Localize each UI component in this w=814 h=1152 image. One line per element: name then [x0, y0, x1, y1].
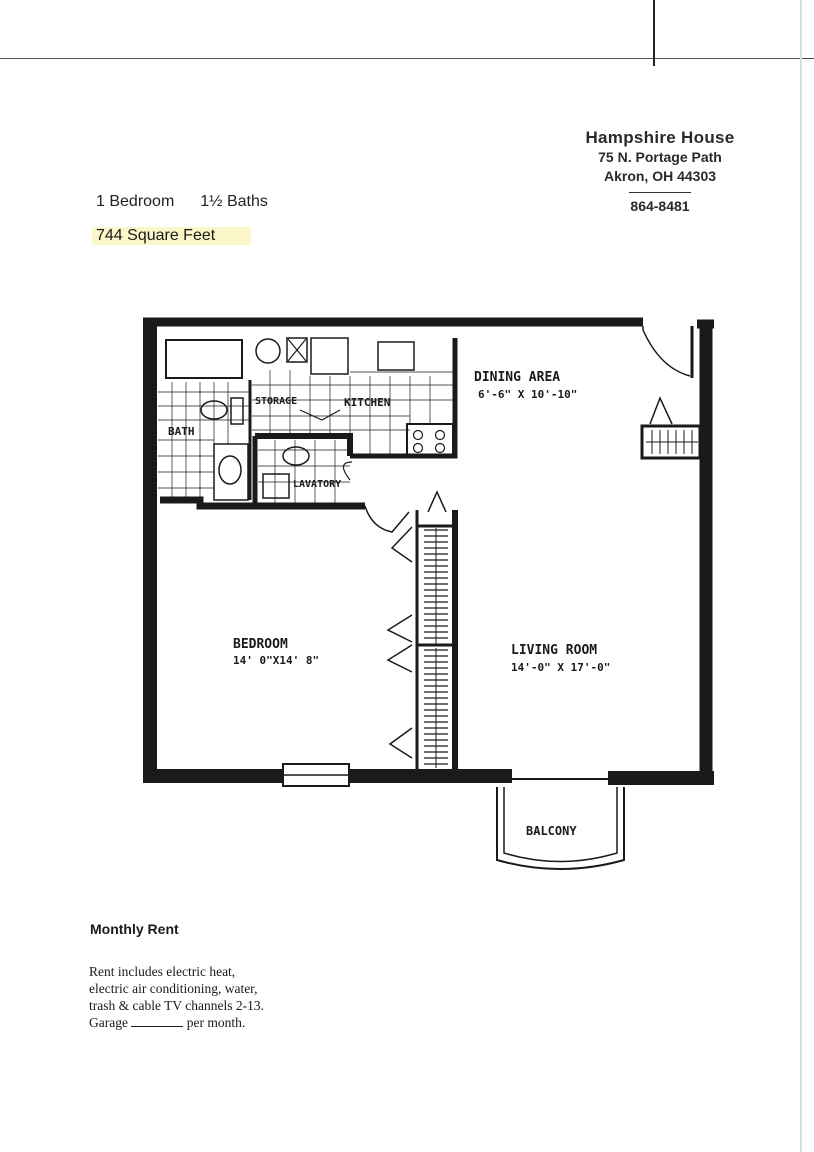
- bath-wall: [160, 500, 365, 506]
- bath-count: 1½ Baths: [200, 193, 268, 210]
- living-room-label: LIVING ROOM: [511, 643, 598, 658]
- dining-area-label: DINING AREA: [474, 370, 561, 385]
- closet-door-2: [388, 615, 412, 642]
- bedroom-door: [365, 506, 409, 532]
- closet-door-3: [388, 645, 412, 672]
- kitchen-range: [407, 424, 453, 457]
- bedroom-count: 1 Bedroom: [96, 193, 175, 210]
- entry-door: [643, 326, 690, 376]
- square-footage: 744 Square Feet: [92, 227, 251, 245]
- refrigerator: [311, 338, 348, 374]
- dining-area-dims: 6'-6" X 10'-10": [478, 388, 578, 401]
- property-address-city: Akron, OH 44303: [603, 168, 717, 184]
- rent-description: [89, 963, 329, 1031]
- rent-line-4: [89, 1014, 329, 1031]
- garage-label: Garage: [89, 1015, 128, 1030]
- bath-label: BATH: [168, 425, 195, 438]
- entry-closet-hangers: [646, 430, 698, 454]
- bedroom-dims: 14' 0"X14' 8": [233, 654, 320, 667]
- closet-door-4: [390, 728, 412, 758]
- garage-price-blank: [131, 1014, 183, 1027]
- tile-grid-kitchen: [252, 370, 455, 456]
- kitchen-label: KITCHEN: [344, 396, 391, 409]
- balcony-label: BALCONY: [526, 824, 577, 838]
- rent-line-2: electric air conditioning, water,: [89, 981, 258, 996]
- lavatory-label: LAVATORY: [293, 479, 342, 490]
- living-room-dims: 14'-0" X 17'-0": [511, 661, 611, 674]
- property-address-street: 75 N. Portage Path: [598, 149, 722, 165]
- closet-door-1: [392, 527, 412, 562]
- bathtub: [166, 340, 242, 378]
- lavatory-wall: [255, 436, 350, 456]
- storage-label: STORAGE: [255, 396, 298, 407]
- monthly-rent-title: Monthly Rent: [90, 921, 179, 937]
- property-phone: 864-8481: [630, 198, 690, 214]
- bedroom-label: BEDROOM: [233, 637, 288, 652]
- kitchen-sink: [378, 342, 414, 370]
- water-heater: [256, 339, 280, 363]
- property-name: Hampshire House: [585, 128, 735, 147]
- per-month-label: per month.: [186, 1015, 246, 1030]
- rent-line-3: trash & cable TV channels 2-13.: [89, 998, 264, 1013]
- rent-line-1: Rent includes electric heat,: [89, 964, 236, 979]
